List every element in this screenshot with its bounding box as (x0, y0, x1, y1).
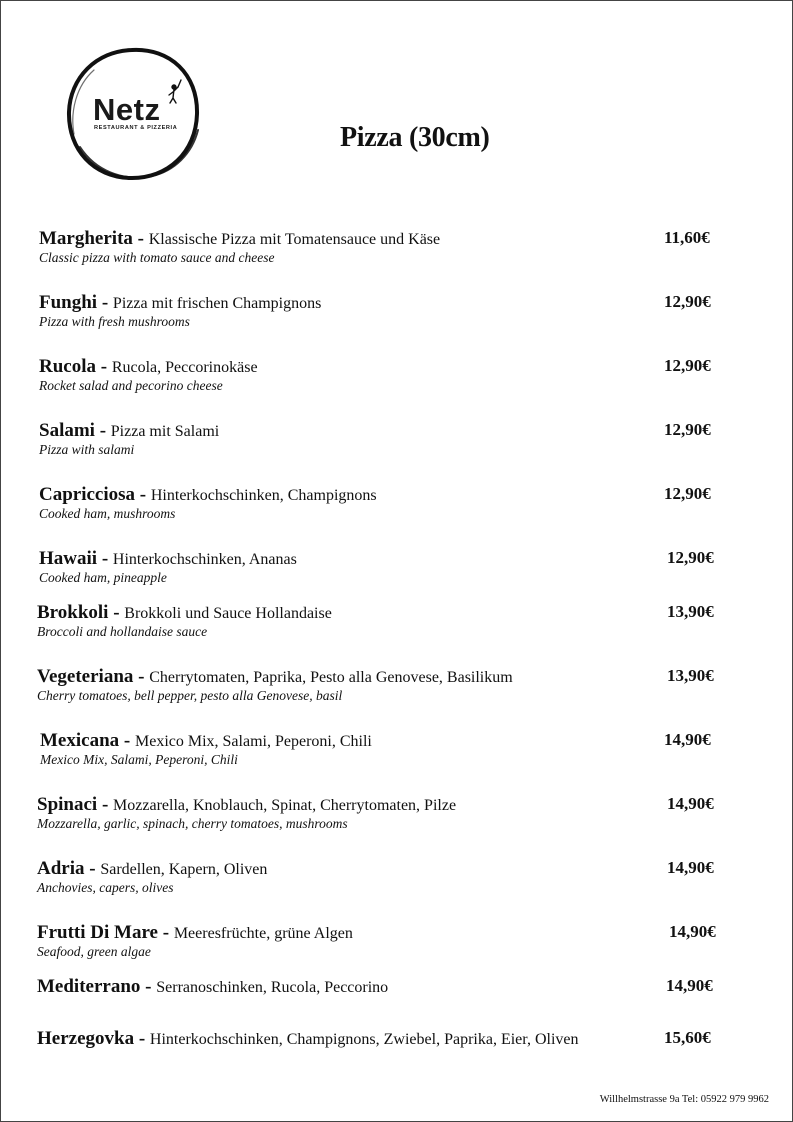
menu-item-description-de: Pizza mit frischen Champignons (112, 295, 322, 312)
menu-item (0, 858, 793, 898)
menu-item (0, 292, 793, 332)
menu-item-separator: - (134, 1028, 150, 1049)
menu-item (0, 794, 793, 834)
menu-item-title-line (39, 292, 321, 314)
menu-item-price: 14,90€ (667, 858, 714, 877)
menu-item-description-de: Pizza mit Salami (110, 423, 220, 440)
menu-item-description-en: Rocket salad and pecorino cheese (39, 378, 223, 393)
menu-item-separator: - (96, 356, 112, 377)
menu-item (0, 420, 793, 460)
menu-item-separator: - (140, 976, 157, 997)
menu-item-description-en: Classic pizza with tomato sauce and cheese (39, 250, 275, 265)
menu-item-title-line (37, 976, 388, 998)
menu-item (0, 1028, 793, 1068)
menu-item-separator: - (132, 228, 149, 249)
menu-item-title-line (39, 548, 297, 570)
menu-item-description-de: Hinterkochschinken, Champignons (150, 487, 377, 504)
menu-item-description-de: Mozzarella, Knoblauch, Spinat, Cherrytomaten, Pilze (113, 797, 457, 814)
menu-item-description-de: Rucola, Peccorinokäse (111, 359, 258, 376)
menu-item-separator: - (108, 602, 125, 623)
menu-item-description-en: Anchovies, capers, olives (37, 880, 174, 895)
menu-item-description-de: Hinterkochschinken, Ananas (112, 551, 297, 568)
menu-item-separator: - (97, 794, 114, 815)
menu-item-separator: - (84, 858, 101, 879)
menu-item-name: Mediterrano (37, 976, 141, 997)
menu-item-title-line (39, 228, 440, 250)
menu-item (0, 730, 793, 770)
pizza-chef-icon (169, 80, 181, 103)
menu-item-name: Adria (37, 858, 85, 879)
menu-item (0, 548, 793, 588)
menu-item-name: Frutti Di Mare (37, 922, 158, 943)
menu-item-name: Salami (39, 420, 95, 441)
menu-item-name: Capricciosa (39, 484, 136, 505)
menu-item (0, 666, 793, 706)
menu-item-title-line (37, 922, 353, 944)
logo-subtitle: RESTAURANT & PIZZERIA (94, 125, 178, 131)
menu-item-title-line (39, 420, 219, 442)
restaurant-logo (60, 42, 205, 187)
menu-item-title-line (40, 730, 372, 752)
page-title: Pizza (30cm) (340, 122, 490, 153)
menu-item-price: 14,90€ (666, 976, 713, 995)
menu-item (0, 484, 793, 524)
menu-item-description-en: Cherry tomatoes, bell pepper, pesto alla Genovese, basil (37, 688, 343, 703)
menu-item-name: Spinaci (37, 794, 98, 815)
menu-item (0, 922, 793, 962)
menu-item-title-line (37, 794, 456, 816)
menu-item-separator: - (158, 922, 174, 943)
menu-item-description-en: Mexico Mix, Salami, Peperoni, Chili (40, 752, 238, 767)
menu-item-name: Hawaii (39, 548, 98, 569)
menu-item-price: 12,90€ (664, 420, 711, 439)
menu-item-name: Brokkoli (37, 602, 109, 623)
menu-item-price: 11,60€ (664, 228, 710, 247)
menu-item-title-line (39, 484, 377, 506)
menu-item-description-de: Hinterkochschinken, Champignons, Zwiebel, Paprika, Eier, Oliven (149, 1031, 579, 1048)
footer-address: Willhelmstrasse 9a Tel: 05922 979 9962 (599, 1094, 769, 1105)
menu-item-separator: - (133, 666, 150, 687)
menu-item-description-de: Cherrytomaten, Paprika, Pesto alla Genovese, Basilikum (149, 669, 513, 686)
menu-item-description-en: Seafood, green algae (37, 944, 151, 959)
menu-item-price: 14,90€ (667, 794, 714, 813)
menu-item-description-en: Broccoli and hollandaise sauce (37, 624, 208, 639)
menu-item-price: 12,90€ (664, 484, 711, 503)
menu-item-price: 13,90€ (667, 666, 714, 685)
menu-item (0, 976, 793, 1016)
menu-item-price: 12,90€ (664, 356, 711, 375)
menu-item-title-line (37, 666, 513, 688)
menu-item-description-en: Cooked ham, mushrooms (39, 506, 176, 521)
menu-item-title-line (37, 1028, 579, 1050)
menu-item-price: 14,90€ (664, 730, 711, 749)
menu-item-title-line (39, 356, 258, 378)
menu-item-description-de: Sardellen, Kapern, Oliven (100, 861, 268, 878)
menu-item-separator: - (94, 420, 111, 441)
menu-item-title-line (37, 858, 267, 880)
menu-item-price: 15,60€ (664, 1028, 711, 1047)
menu-item-name: Rucola (39, 356, 96, 377)
menu-item-separator: - (97, 292, 113, 313)
menu-item-name: Vegeteriana (37, 666, 134, 687)
menu-item-description-en: Pizza with fresh mushrooms (39, 314, 190, 329)
menu-item-description-en: Mozzarella, garlic, spinach, cherry tomatoes, mushrooms (37, 816, 348, 831)
menu-item-description-de: Serranoschinken, Rucola, Peccorino (156, 979, 389, 996)
menu-item (0, 228, 793, 268)
menu-item-title-line (37, 602, 332, 624)
menu-item-name: Margherita (39, 228, 133, 249)
menu-item-price: 12,90€ (667, 548, 714, 567)
menu-item-separator: - (97, 548, 113, 569)
menu-item (0, 356, 793, 396)
menu-item-price: 13,90€ (667, 602, 714, 621)
menu-item-name: Herzegovka (37, 1028, 135, 1049)
menu-item-description-de: Brokkoli und Sauce Hollandaise (124, 605, 332, 622)
menu-item-name: Mexicana (40, 730, 120, 751)
menu-item (0, 602, 793, 642)
menu-item-description-en: Pizza with salami (39, 442, 135, 457)
menu-item-separator: - (119, 730, 135, 751)
menu-item-description-de: Mexico Mix, Salami, Peperoni, Chili (134, 733, 372, 750)
menu-item-description-de: Klassische Pizza mit Tomatensauce und Käse (148, 231, 441, 248)
menu-item-name: Funghi (39, 292, 98, 313)
menu-item-description-de: Meeresfrüchte, grüne Algen (173, 925, 353, 942)
menu-item-price: 12,90€ (664, 292, 711, 311)
logo-name: Netz (93, 92, 161, 127)
menu-item-price: 14,90€ (669, 922, 716, 941)
menu-item-description-en: Cooked ham, pineapple (39, 570, 167, 585)
menu-item-separator: - (135, 484, 151, 505)
